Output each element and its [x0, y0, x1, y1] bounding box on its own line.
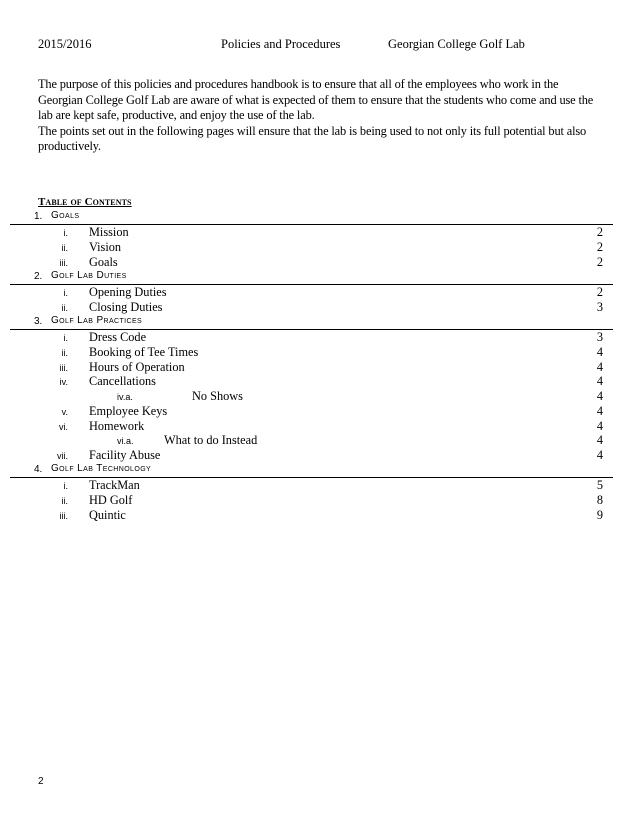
- entry-page: 2: [596, 225, 603, 239]
- toc-entry[interactable]: [0, 330, 638, 345]
- toc-entry[interactable]: [0, 493, 638, 508]
- entry-page: 4: [596, 448, 603, 462]
- entry-number: iii.: [59, 363, 68, 373]
- toc-entry[interactable]: [0, 225, 638, 240]
- entry-page: 4: [596, 389, 603, 403]
- toc-entry[interactable]: [0, 448, 638, 463]
- entry-label: Quintic: [89, 508, 126, 522]
- header-title: Policies and Procedures: [221, 37, 341, 51]
- entry-label: Goals: [89, 255, 118, 269]
- intro-paragraph: The points set out in the following pages will ensure that the lab is being used to not only its full potential but also productively.: [38, 123, 587, 153]
- section-name: Golf Lab Technology: [51, 463, 152, 474]
- toc-section: [0, 269, 638, 285]
- entry-page: 3: [596, 300, 603, 314]
- entry-label: What to do Instead: [164, 433, 258, 447]
- toc-section: [0, 462, 638, 478]
- entry-number: ii.: [61, 303, 68, 313]
- entry-number: iv.a.: [117, 392, 133, 402]
- entry-number: ii.: [61, 496, 68, 506]
- entry-page: 8: [596, 493, 603, 507]
- entry-page: 4: [596, 374, 603, 388]
- intro-text: [38, 77, 603, 155]
- entry-page: 3: [596, 330, 603, 344]
- toc-section: [0, 209, 638, 225]
- section-name: Golf Lab Duties: [51, 270, 127, 281]
- entry-label: Closing Duties: [89, 300, 163, 314]
- entry-number: vi.a.: [117, 436, 134, 446]
- entry-label: HD Golf: [89, 493, 133, 507]
- toc-entry[interactable]: [0, 255, 638, 270]
- toc-entry[interactable]: [0, 285, 638, 300]
- entry-number: iv.: [59, 377, 68, 387]
- entry-number: i.: [63, 481, 68, 491]
- toc-entry[interactable]: [0, 404, 638, 419]
- entry-page: 5: [596, 478, 603, 492]
- section-number: 1.: [34, 211, 43, 222]
- entry-page: 2: [596, 240, 603, 254]
- toc-entry[interactable]: [0, 240, 638, 255]
- header-year: 2015/2016: [38, 37, 92, 51]
- entry-page: 4: [596, 360, 603, 374]
- entry-number: iii.: [59, 258, 68, 268]
- toc-title: Table of Contents: [38, 196, 132, 208]
- section-number: 3.: [34, 316, 43, 327]
- entry-label: Dress Code: [89, 330, 147, 344]
- entry-page: 2: [596, 255, 603, 269]
- entry-page: 4: [596, 433, 603, 447]
- entry-page: 4: [596, 419, 603, 433]
- toc-subentry[interactable]: [0, 389, 638, 404]
- entry-label: No Shows: [192, 389, 243, 403]
- entry-label: Opening Duties: [89, 285, 167, 299]
- toc-entry[interactable]: [0, 478, 638, 493]
- entry-page: 4: [596, 345, 603, 359]
- toc-section: [0, 314, 638, 330]
- toc-entry[interactable]: [0, 300, 638, 315]
- entry-label: Facility Abuse: [89, 448, 161, 462]
- section-number: 4.: [34, 464, 43, 475]
- toc-entry[interactable]: [0, 374, 638, 389]
- entry-number: i.: [63, 333, 68, 343]
- toc-entry[interactable]: [0, 345, 638, 360]
- toc-entry[interactable]: [0, 508, 638, 523]
- entry-label: Employee Keys: [89, 404, 168, 418]
- entry-number: vii.: [57, 451, 68, 461]
- entry-number: ii.: [61, 243, 68, 253]
- entry-label: Homework: [89, 419, 145, 433]
- entry-page: 9: [596, 508, 603, 522]
- section-name: Goals: [51, 210, 80, 221]
- entry-label: TrackMan: [89, 478, 140, 492]
- entry-number: vi.: [59, 422, 68, 432]
- header-organization: Georgian College Golf Lab: [388, 37, 525, 51]
- entry-label: Booking of Tee Times: [89, 345, 199, 359]
- entry-page: 2: [596, 285, 603, 299]
- entry-number: ii.: [61, 348, 68, 358]
- entry-number: i.: [63, 228, 68, 238]
- entry-label: Vision: [89, 240, 122, 254]
- section-number: 2.: [34, 271, 43, 282]
- entry-label: Cancellations: [89, 374, 156, 388]
- section-name: Golf Lab Practices: [51, 315, 143, 326]
- intro-paragraph: The purpose of this policies and procedures handbook is to ensure that all of the employees who work in the Georgian College Golf Lab are aware of what is expected of them to ensure that the students who come and use the lab are kept safe, productive, and enjoy the use of the lab.: [38, 77, 594, 122]
- entry-number: i.: [63, 288, 68, 298]
- entry-label: Mission: [89, 225, 129, 239]
- entry-page: 4: [596, 404, 603, 418]
- entry-number: iii.: [59, 511, 68, 521]
- toc-subentry[interactable]: [0, 433, 638, 448]
- entry-number: v.: [61, 407, 68, 417]
- toc-entry[interactable]: [0, 419, 638, 434]
- entry-label: Hours of Operation: [89, 360, 185, 374]
- page-number: 2: [38, 776, 44, 787]
- toc-entry[interactable]: [0, 360, 638, 375]
